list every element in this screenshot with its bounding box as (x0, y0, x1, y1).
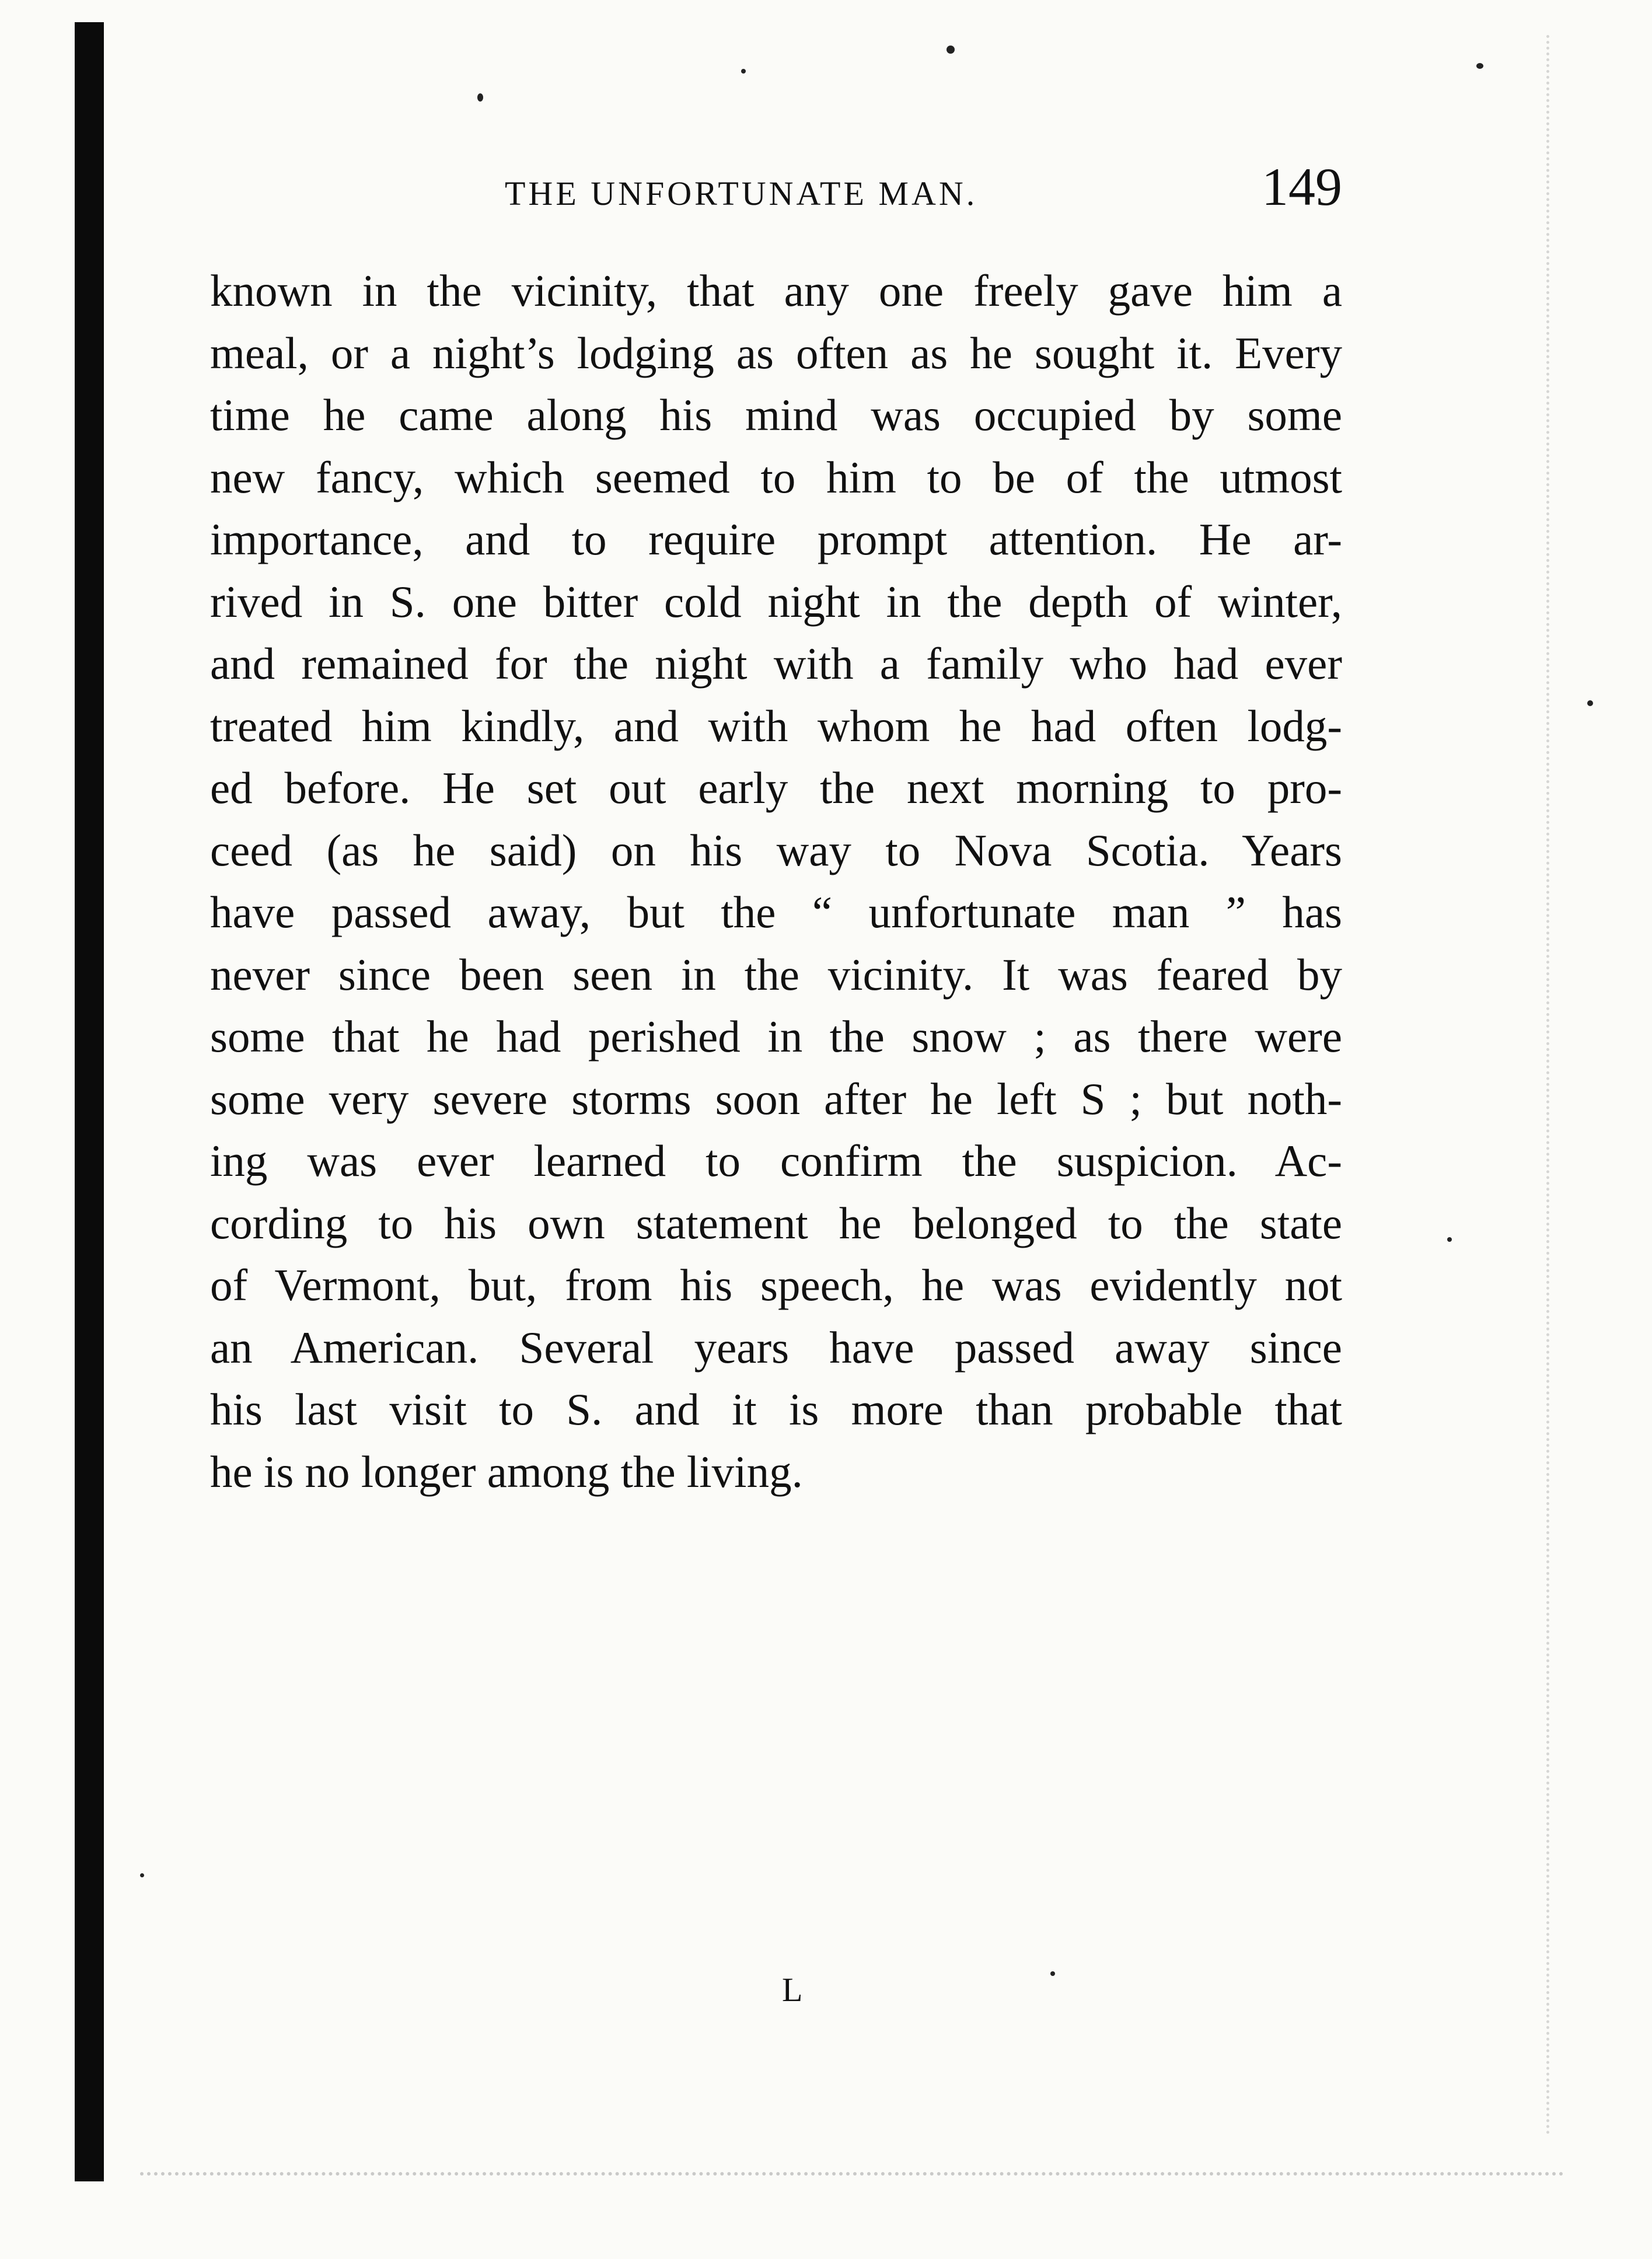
text-line: cording to his own statement he belonged to the state (210, 1197, 1342, 1248)
text-line: ed before. He set out early the next morning to pro- (210, 763, 1342, 813)
ink-speck (947, 46, 955, 54)
text-line: importance, and to require prompt attention. He ar- (210, 514, 1342, 564)
ink-speck (1476, 63, 1483, 69)
text-line: never since been seen in the vicinity. It was feared by (210, 949, 1342, 1000)
text-line: and remained for the night with a family who had ever (210, 638, 1342, 689)
running-head (210, 155, 1342, 225)
text-line: new fancy, which seemed to him to be of the utmost (210, 452, 1342, 502)
text-line: treated him kindly, and with whom he had often lodg- (210, 700, 1342, 751)
text-line: known in the vicinity, that any one freely gave him a (210, 266, 1342, 316)
text-line: some that he had perished in the snow ; as there were (210, 1011, 1342, 1062)
ink-speck (1050, 1971, 1055, 1976)
text-line: ceed (as he said) on his way to Nova Scotia. Years (210, 825, 1342, 875)
text-line: meal, or a night’s lodging as often as he sought it. Every (210, 327, 1342, 378)
page-edge-right (1546, 35, 1549, 2136)
text-line: rived in S. one bitter cold night in the depth of winter, (210, 576, 1342, 627)
ink-speck (1447, 1237, 1452, 1242)
page-edge-bottom (140, 2172, 1564, 2176)
running-title: THE UNFORTUNATE MAN. (505, 174, 978, 212)
text-line: time he came along his mind was occupied by some (210, 390, 1342, 440)
ink-speck (741, 69, 746, 74)
text-line: of Vermont, but, from his speech, he was evidently not (210, 1260, 1342, 1310)
text-line: an American. Several years have passed away since (210, 1322, 1342, 1373)
text-line: he is no longer among the living. (210, 1446, 803, 1497)
ink-speck (1587, 700, 1593, 706)
ink-speck (140, 1873, 144, 1877)
ink-speck (477, 93, 483, 102)
text-line: some very severe storms soon after he left S ; but noth- (210, 1073, 1342, 1124)
text-line: have passed away, but the “ unfortunate man ” has (210, 887, 1342, 937)
signature-mark: L (782, 1971, 803, 2009)
text-line: his last visit to S. and it is more than probable that (210, 1384, 1342, 1434)
page-number: 149 (1262, 157, 1342, 217)
body-text (210, 260, 1342, 1503)
text-line: ing was ever learned to confirm the suspicion. Ac- (210, 1136, 1342, 1186)
binding-edge (75, 22, 104, 2181)
